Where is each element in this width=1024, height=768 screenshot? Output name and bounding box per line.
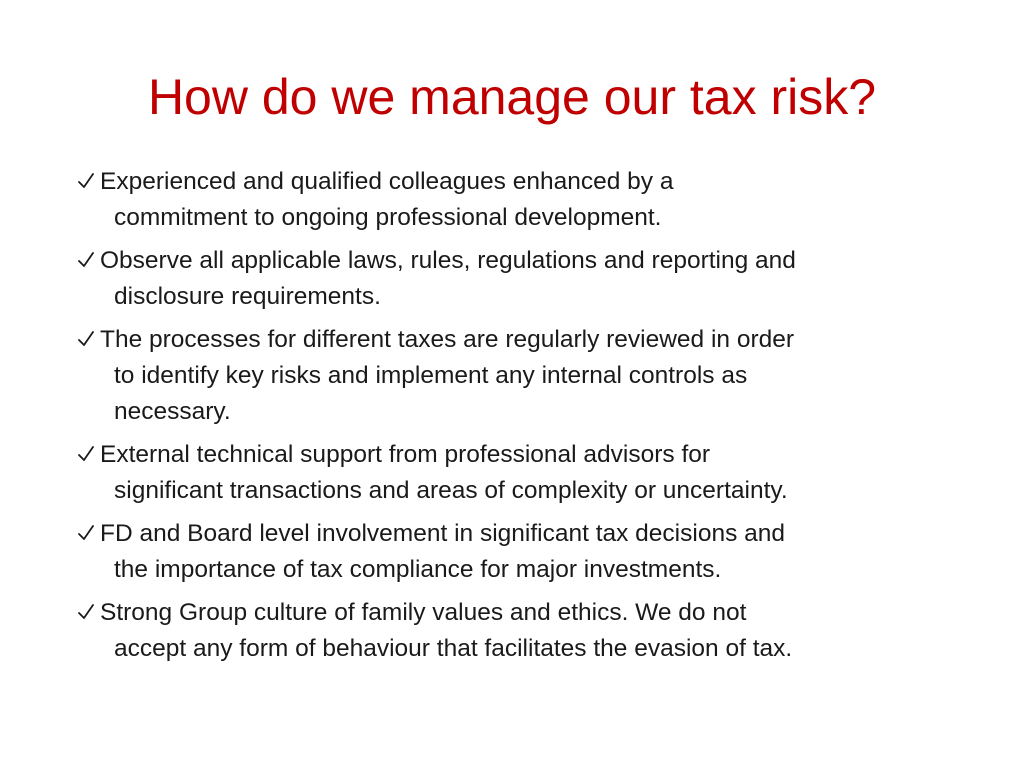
list-item [76,595,986,667]
bullet-line: FD and Board level involvement in significant tax decisions and [100,520,786,547]
bullet-text [100,322,986,430]
bullet-line: commitment to ongoing professional development. [114,204,662,231]
bullet-line: the importance of tax compliance for major investments. [114,556,722,583]
list-item [76,243,986,315]
bullet-list [76,164,986,674]
list-item [76,322,986,430]
bullet-line: The processes for different taxes are regularly reviewed in order [100,326,795,353]
bullet-line: Observe all applicable laws, rules, regulations and reporting and [100,247,796,274]
list-item [76,516,986,588]
bullet-line: External technical support from professional advisors for [100,441,711,468]
bullet-line: accept any form of behaviour that facilitates the evasion of tax. [114,635,793,662]
bullet-text [100,437,986,509]
check-icon [76,437,98,473]
bullet-line: to identify key risks and implement any internal controls as [114,362,748,389]
check-icon [76,164,98,200]
check-icon [76,595,98,631]
check-icon [76,243,98,279]
bullet-line: disclosure requirements. [114,283,381,310]
check-icon [76,516,98,552]
bullet-line: Strong Group culture of family values and ethics. We do not [100,599,747,626]
bullet-text [100,595,986,667]
list-item [76,164,986,236]
bullet-text [100,164,986,236]
bullet-text [100,516,986,588]
bullet-line: significant transactions and areas of complexity or uncertainty. [114,477,788,504]
slide-title: How do we manage our tax risk? [147,69,877,125]
check-icon [76,322,98,358]
list-item [76,437,986,509]
bullet-text [100,243,986,315]
bullet-line: Experienced and qualified colleagues enhanced by a [100,168,674,195]
bullet-line: necessary. [114,398,231,425]
